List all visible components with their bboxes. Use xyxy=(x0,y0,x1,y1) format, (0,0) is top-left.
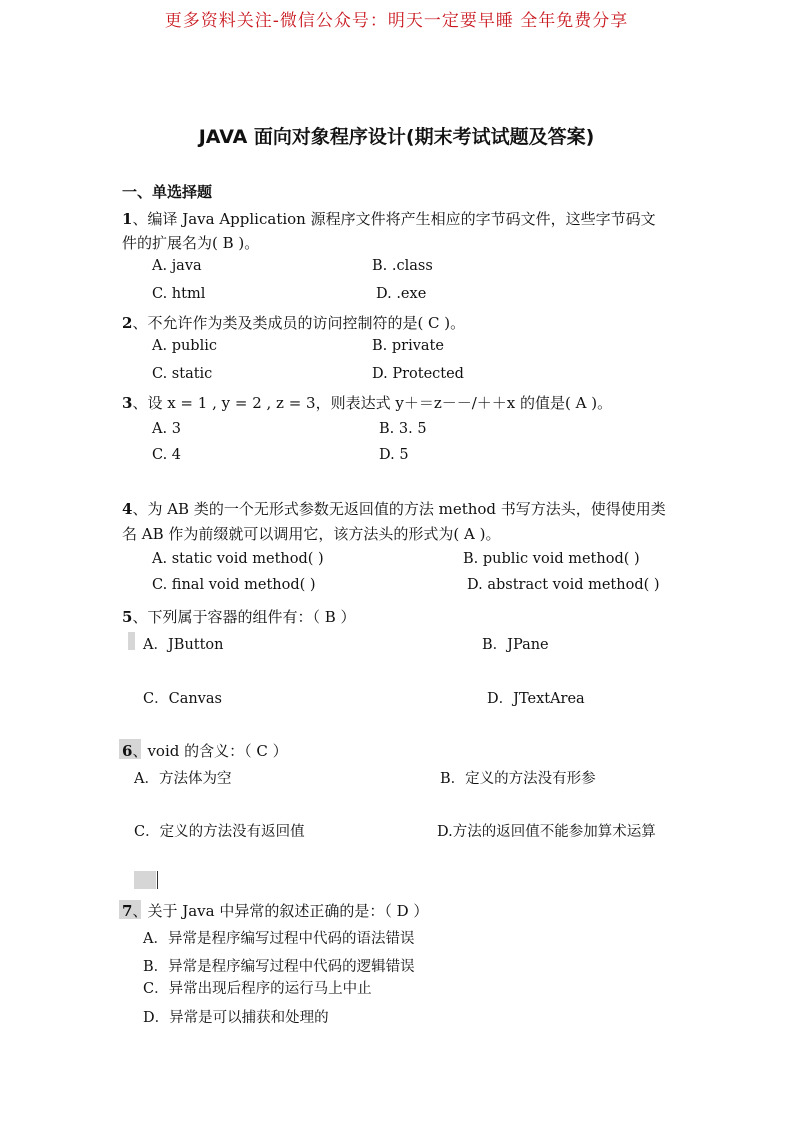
question-text: 、为 AB 类的一个无形式参数无返回值的方法 method 书写方法头，使得使用类 xyxy=(132,500,666,518)
question-number: 1 xyxy=(122,210,133,228)
question-7-option-a: A．异常是程序编写过程中代码的语法错误 xyxy=(143,931,415,947)
question-1-option-d: D. .exe xyxy=(376,286,427,302)
question-2-option-a: A. public xyxy=(152,338,217,354)
question-7-option-c: C．异常出现后程序的运行马上中止 xyxy=(143,981,372,997)
question-3-option-b: B. 3. 5 xyxy=(379,421,427,437)
question-4-option-c: C. final void method( ) xyxy=(152,577,316,593)
question-text: 、不允许作为类及类成员的访问控制符的是( C )。 xyxy=(132,314,466,332)
question-1-line-1 xyxy=(122,208,656,229)
section-title: 一、单选择题 xyxy=(122,183,213,201)
question-6-option-a: A．方法体为空 xyxy=(134,771,232,787)
question-text: 、编译 Java Application 源程序文件将产生相应的字节码文件，这些字节码文 xyxy=(132,210,656,228)
question-3-line-1 xyxy=(122,392,612,413)
highlight-mark xyxy=(128,632,135,650)
question-text: 、下列属于容器的组件有：（ B ） xyxy=(132,608,356,626)
question-2-option-b: B. private xyxy=(372,338,444,354)
document-title: JAVA 面向对象程序设计(期末考试试题及答案) xyxy=(198,126,595,148)
question-3-option-d: D. 5 xyxy=(379,447,409,463)
question-6-option-c: C．定义的方法没有返回值 xyxy=(134,824,305,840)
cursor-mark xyxy=(157,871,158,889)
question-5-option-a: A．JButton xyxy=(143,637,224,653)
question-1-option-c: C. html xyxy=(152,286,206,302)
question-3-option-c: C. 4 xyxy=(152,447,182,463)
question-7-option-b: B．异常是程序编写过程中代码的逻辑错误 xyxy=(143,959,415,975)
question-2-line-1 xyxy=(122,312,465,333)
question-5-option-b: B．JPane xyxy=(482,637,549,653)
highlight-mark xyxy=(134,871,156,889)
question-4-line-1 xyxy=(122,498,666,519)
header-banner: 更多资料关注-微信公众号：明天一定要早睡 全年免费分享 xyxy=(164,11,629,31)
question-4-option-b: B. public void method( ) xyxy=(463,551,640,567)
question-4-option-d: D. abstract void method( ) xyxy=(467,577,660,593)
question-text: 、设 x = 1 , y = 2 , z = 3，则表达式 y＋＝z－－/＋＋x 的值是( A )。 xyxy=(132,394,613,412)
question-number: 5 xyxy=(122,608,133,626)
question-text: 、void 的含义：（ C ） xyxy=(132,742,288,760)
question-5-option-c: C．Canvas xyxy=(143,691,222,707)
question-2-option-d: D. Protected xyxy=(372,366,464,382)
question-5-line-1 xyxy=(122,606,356,627)
question-text: 、关于 Java 中异常的叙述正确的是：（ D ） xyxy=(132,902,429,920)
question-4-line-2: 名 AB 作为前缀就可以调用它，该方法头的形式为( A )。 xyxy=(122,525,501,543)
question-5-option-d: D．JTextArea xyxy=(487,691,585,707)
question-number: 6 xyxy=(122,742,133,760)
question-7-line-1 xyxy=(122,900,428,921)
question-number: 2 xyxy=(122,314,133,332)
question-number: 7 xyxy=(122,902,133,920)
question-2-option-c: C. static xyxy=(152,366,213,382)
question-6-option-b: B．定义的方法没有形参 xyxy=(440,771,596,787)
question-1-option-a: A. java xyxy=(152,258,202,274)
question-3-option-a: A. 3 xyxy=(152,421,181,437)
question-6-option-d: D.方法的返回值不能参加算术运算 xyxy=(437,824,656,840)
question-number: 4 xyxy=(122,500,133,518)
question-1-line-2: 件的扩展名为( B )。 xyxy=(122,234,260,252)
question-1-option-b: B. .class xyxy=(372,258,433,274)
question-number: 3 xyxy=(122,394,133,412)
question-7-option-d: D．异常是可以捕获和处理的 xyxy=(143,1010,329,1026)
question-6-line-1 xyxy=(122,740,288,761)
question-4-option-a: A. static void method( ) xyxy=(152,551,324,567)
